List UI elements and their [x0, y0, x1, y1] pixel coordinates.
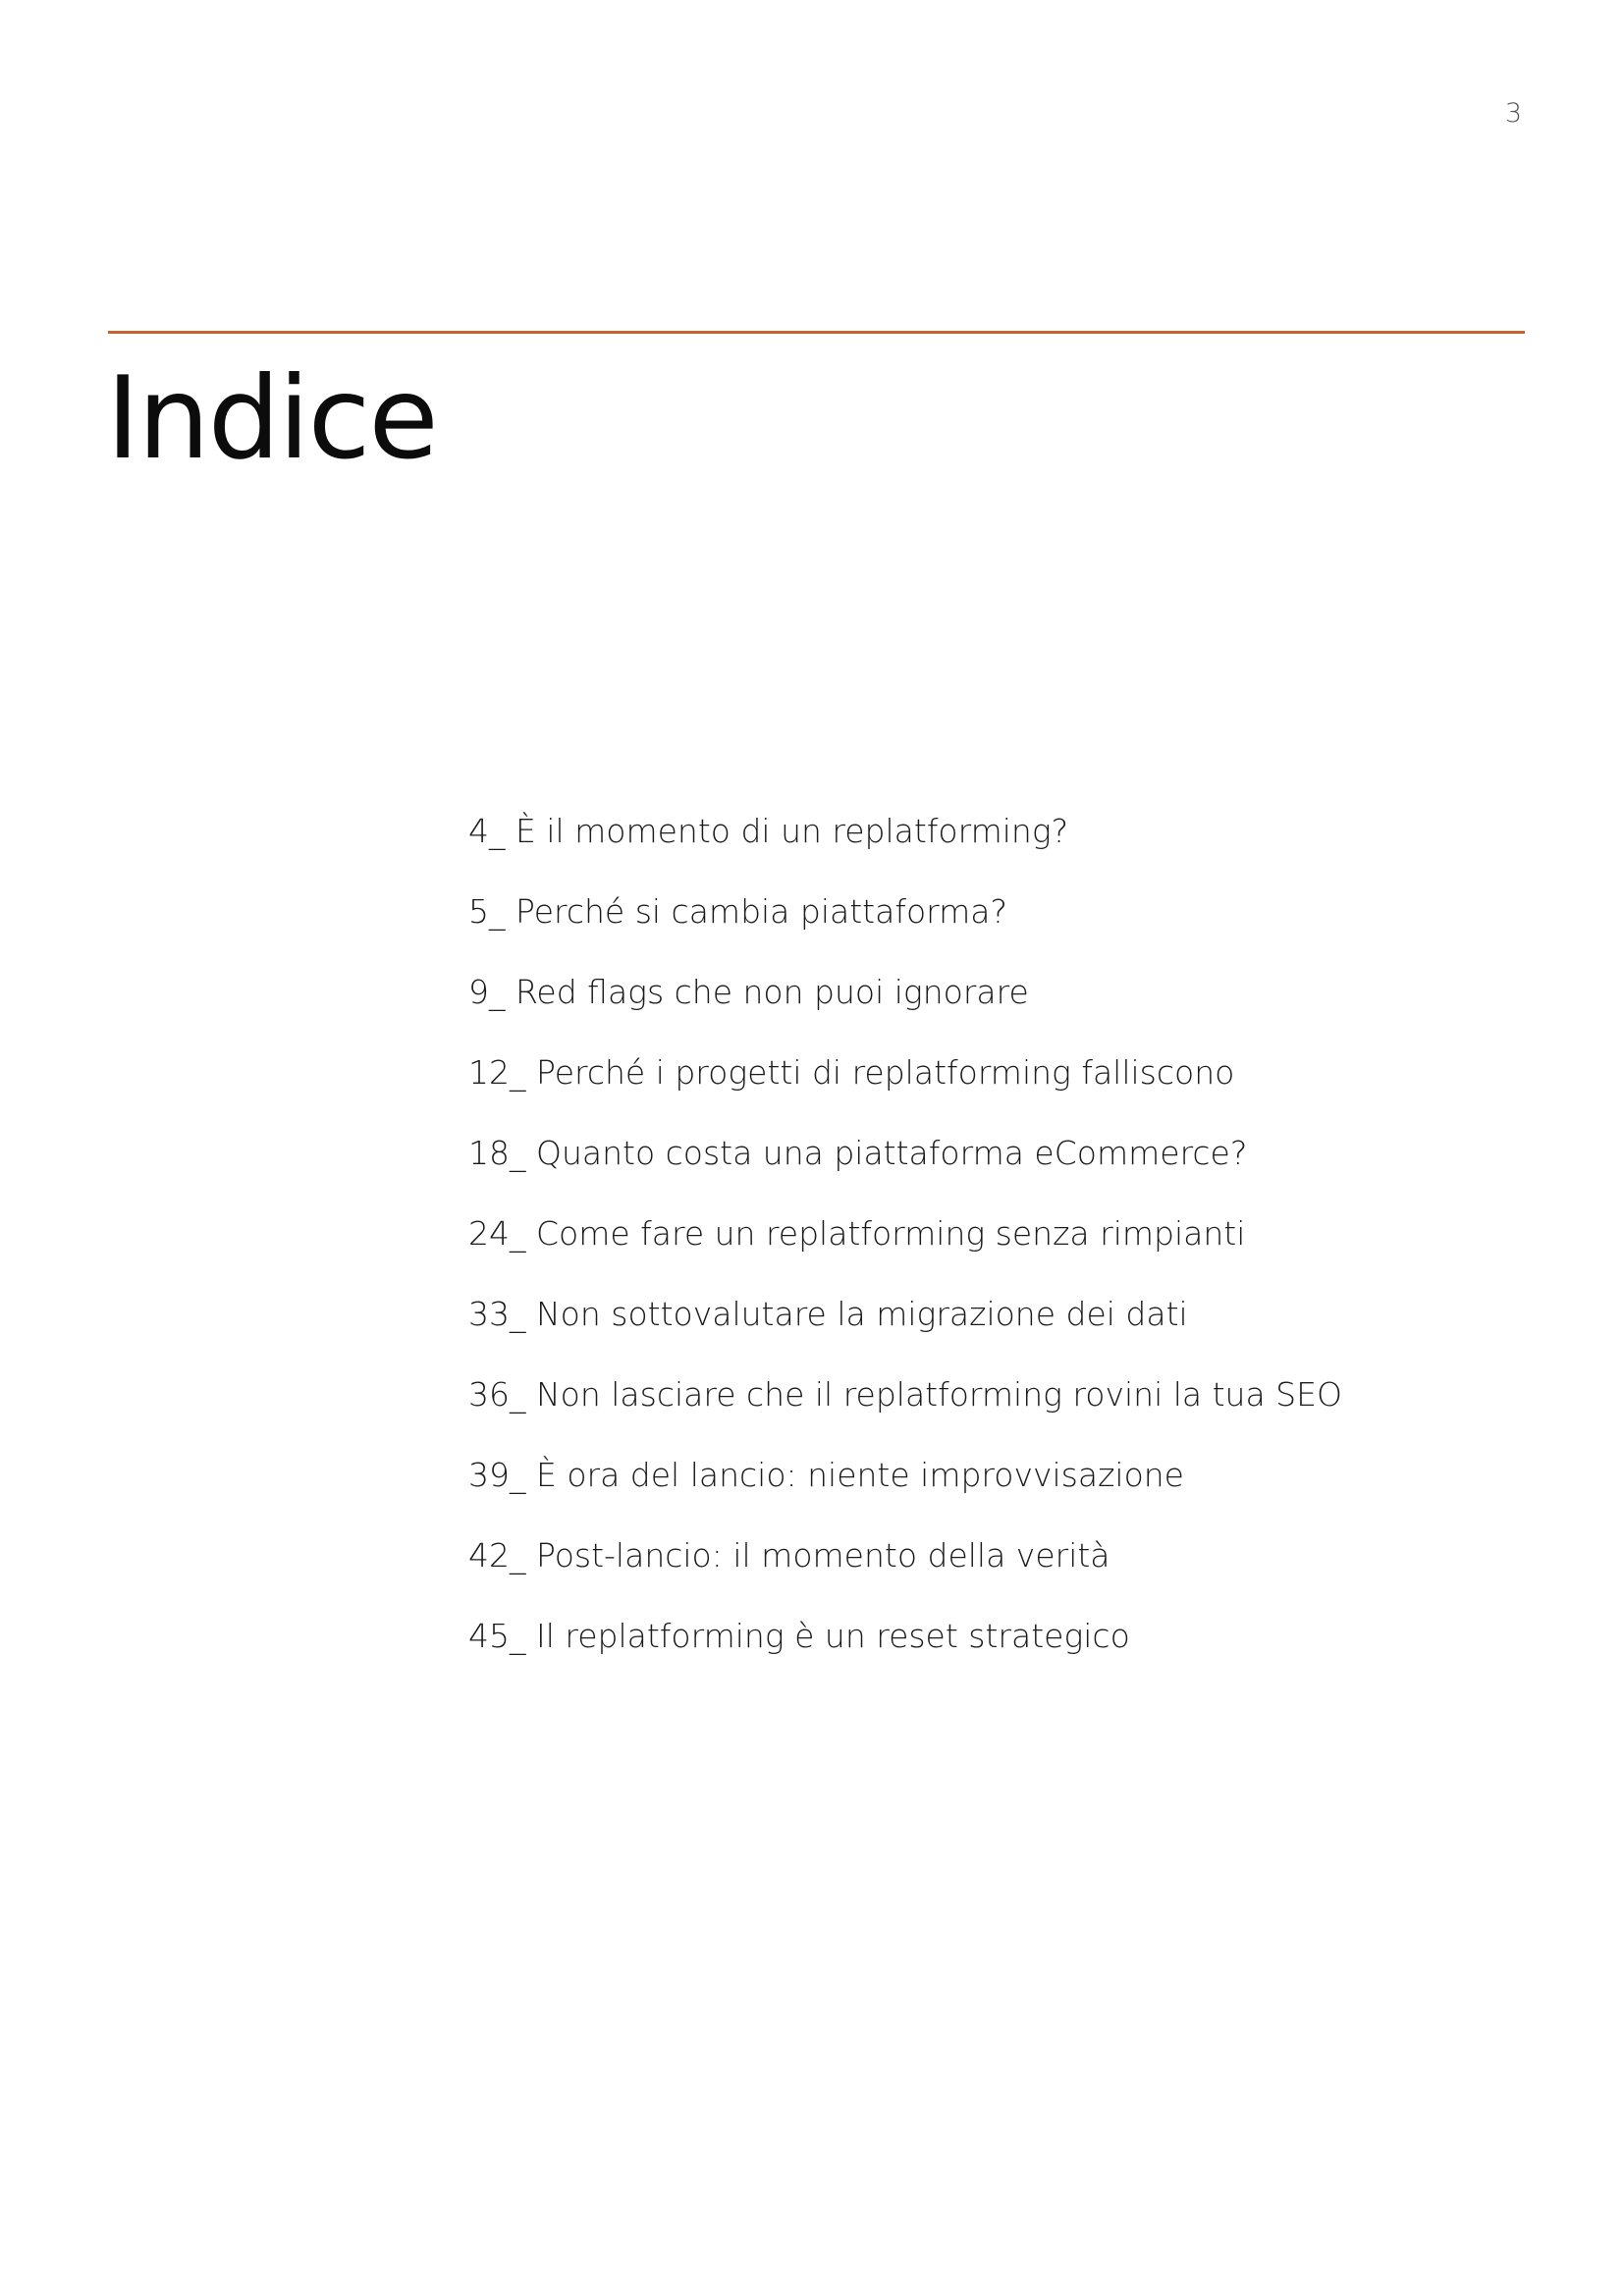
toc-item-chapter-12[interactable]: 12_ Perché i progetti di replatforming falliscono [468, 1053, 1235, 1092]
page-title: Indice [106, 352, 437, 485]
page-number: 3 [1504, 98, 1522, 129]
toc-item-chapter-36[interactable]: 36_ Non lasciare che il replatforming rovini la tua SEO [468, 1375, 1342, 1414]
toc-item-chapter-9[interactable]: 9_ Red flags che non puoi ignorare [468, 973, 1029, 1011]
title-divider [108, 331, 1525, 334]
toc-item-chapter-24[interactable]: 24_ Come fare un replatforming senza rimpianti [468, 1214, 1246, 1253]
table-of-contents [468, 797, 1342, 1682]
toc-item-chapter-42[interactable]: 42_ Post-lancio: il momento della verità [468, 1536, 1110, 1575]
toc-item-chapter-45[interactable]: 45_ Il replatforming è un reset strategico [468, 1617, 1130, 1655]
toc-item-chapter-39[interactable]: 39_ È ora del lancio: niente improvvisazione [468, 1456, 1184, 1494]
toc-item-chapter-5[interactable]: 5_ Perché si cambia piattaforma? [468, 892, 1008, 931]
toc-item-chapter-33[interactable]: 33_ Non sottovalutare la migrazione dei dati [468, 1295, 1188, 1333]
toc-item-chapter-18[interactable]: 18_ Quanto costa una piattaforma eCommerce? [468, 1134, 1248, 1172]
toc-item-chapter-4[interactable]: 4_ È il momento di un replatforming? [468, 812, 1069, 850]
